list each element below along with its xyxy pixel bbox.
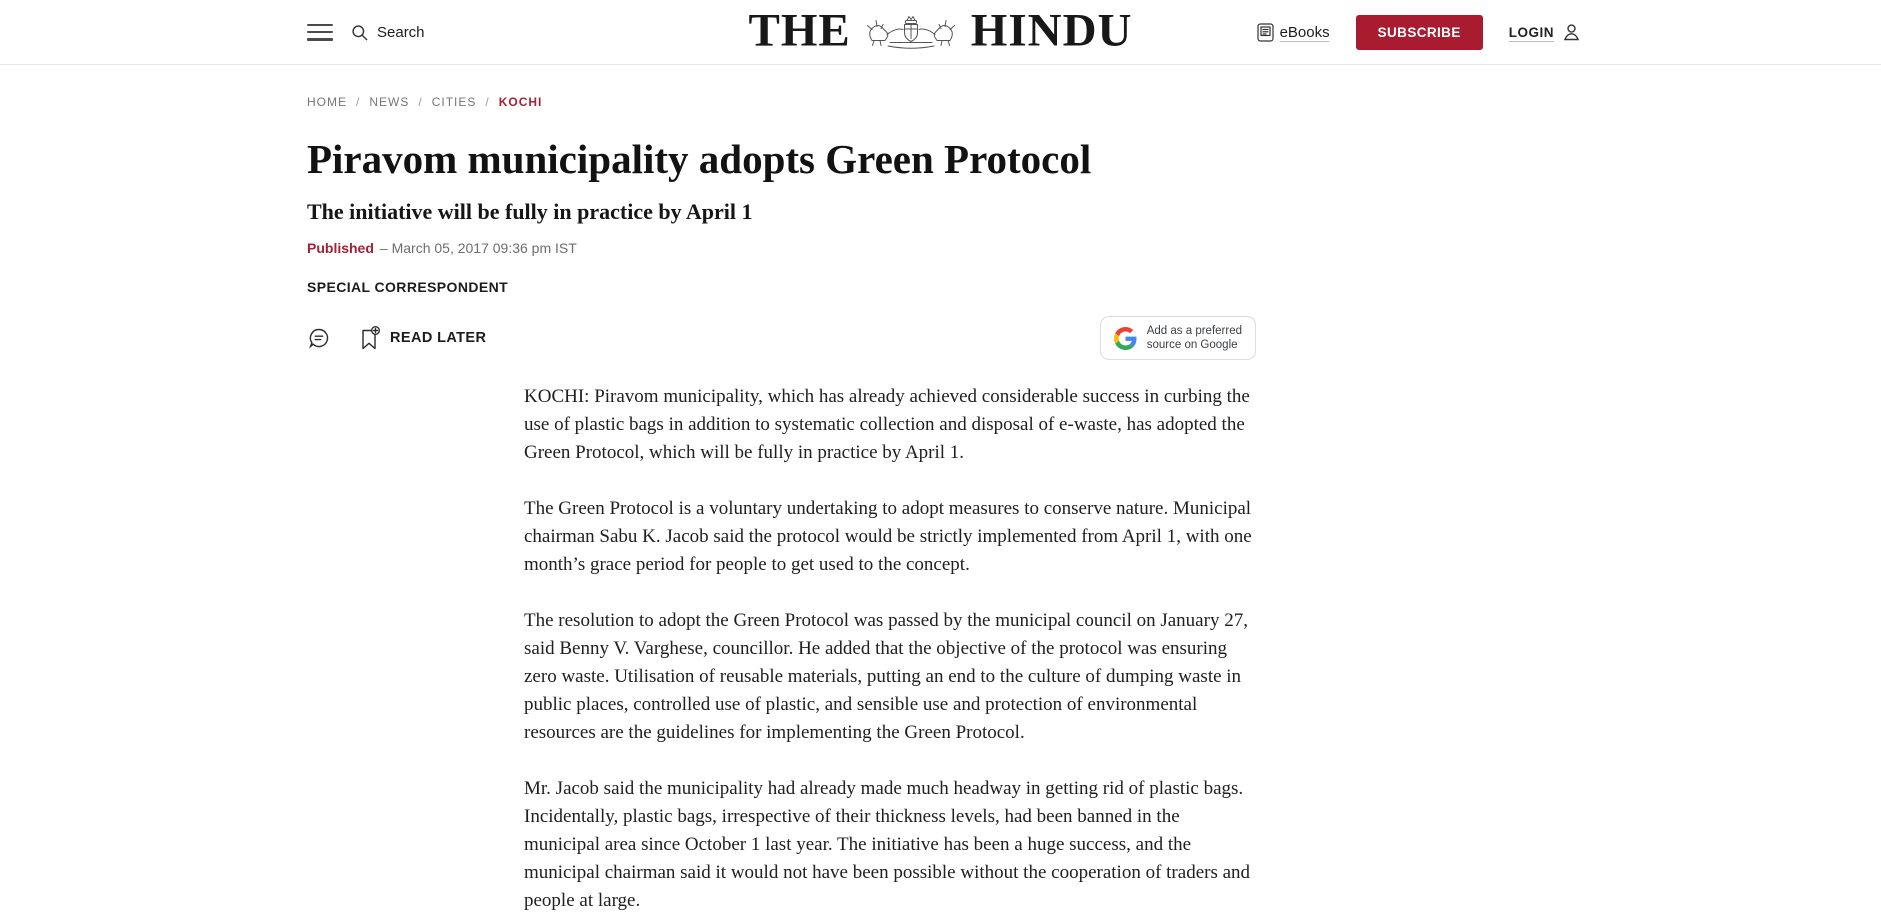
author-byline: SPECIAL CORRESPONDENT xyxy=(307,279,509,296)
breadcrumb-news[interactable]: NEWS xyxy=(369,95,410,109)
login-button[interactable] xyxy=(1509,22,1582,43)
the-hindu-logo[interactable] xyxy=(748,4,1133,57)
article-paragraph: Mr. Jacob said the municipality had already made much headway in getting rid of plastic bags. Incidentally, plastic bags, irrespective of their thickness levels, had been banned in the municipal area since October 1 last year. The initiative has been a huge success, and the municipal chairman said it would not have been possible without the cooperation of traders and people at large. xyxy=(524,778,1251,912)
bookmark-plus-icon xyxy=(359,326,381,351)
ebooks-label: eBooks xyxy=(1279,23,1330,41)
hamburger-menu-icon[interactable] xyxy=(307,24,333,41)
google-badge-text xyxy=(1147,324,1242,352)
article-page xyxy=(307,95,1256,915)
read-later-label: READ LATER xyxy=(390,330,487,347)
masthead-crest-icon xyxy=(859,13,963,49)
breadcrumb-cities[interactable]: CITIES xyxy=(431,95,477,109)
site-header xyxy=(0,0,1881,65)
google-preferred-source-button[interactable] xyxy=(1100,316,1256,360)
ebooks-link[interactable] xyxy=(1257,23,1330,42)
header-left-group xyxy=(307,0,425,64)
breadcrumb-kochi-current[interactable]: KOCHI xyxy=(498,95,543,109)
header-right-group xyxy=(1257,0,1582,64)
published-timestamp: – March 05, 2017 09:36 pm IST xyxy=(379,240,577,257)
breadcrumb-separator: / xyxy=(485,95,490,109)
article-paragraph: The resolution to adopt the Green Protocol was passed by the municipal council on January 27, said Benny V. Varghese, councillor. He added that the objective of the protocol was ensuring zero waste. Utilisation of reusable materials, putting an end to the culture of dumping waste in public places, controlled use of plastic, and sensible use and protection of environmental resources are the guidelines for implementing the Green Protocol. xyxy=(524,610,1248,744)
logo-text-hindu: HINDU xyxy=(970,4,1133,57)
google-g-icon xyxy=(1114,327,1137,350)
published-row xyxy=(307,240,1256,256)
breadcrumb-separator: / xyxy=(356,95,361,109)
search-label: Search xyxy=(377,23,425,41)
comments-button[interactable] xyxy=(307,326,331,350)
article-actions-left xyxy=(307,326,486,351)
ereader-icon xyxy=(1257,23,1274,42)
article-paragraph: The Green Protocol is a voluntary undertaking to adopt measures to conserve nature. Municipal chairman Sabu K. Jacob said the protocol would be strictly implemented from April 1, with one month’s grace period for people to get used to the concept. xyxy=(524,498,1252,576)
google-badge-line2: source on Google xyxy=(1146,339,1238,352)
search-icon xyxy=(350,23,369,42)
breadcrumb-home[interactable]: HOME xyxy=(307,95,347,109)
user-icon xyxy=(1561,22,1582,43)
logo-text-the: THE xyxy=(748,4,851,57)
article-headline: Piravom municipality adopts Green Protocol xyxy=(307,136,1092,182)
google-badge-line1: Add as a preferred xyxy=(1146,325,1242,338)
article-body xyxy=(524,383,1256,915)
article-actions-row xyxy=(307,316,1256,360)
read-later-button[interactable] xyxy=(359,326,486,351)
search-button[interactable] xyxy=(350,23,425,42)
breadcrumb-separator: / xyxy=(418,95,423,109)
login-label: LOGIN xyxy=(1508,24,1554,40)
published-label: Published xyxy=(307,240,374,257)
article-paragraph: KOCHI: Piravom municipality, which has already achieved considerable success in curbing the use of plastic bags in addition to systematic collection and disposal of e-waste, has adopted the Green Protocol, which will be fully in practice by April 1. xyxy=(524,386,1250,464)
subscribe-button[interactable]: SUBSCRIBE xyxy=(1356,15,1483,50)
breadcrumb xyxy=(307,95,1256,109)
comment-bubble-icon xyxy=(307,326,331,350)
article-subtitle: The initiative will be fully in practice by April 1 xyxy=(307,199,753,225)
